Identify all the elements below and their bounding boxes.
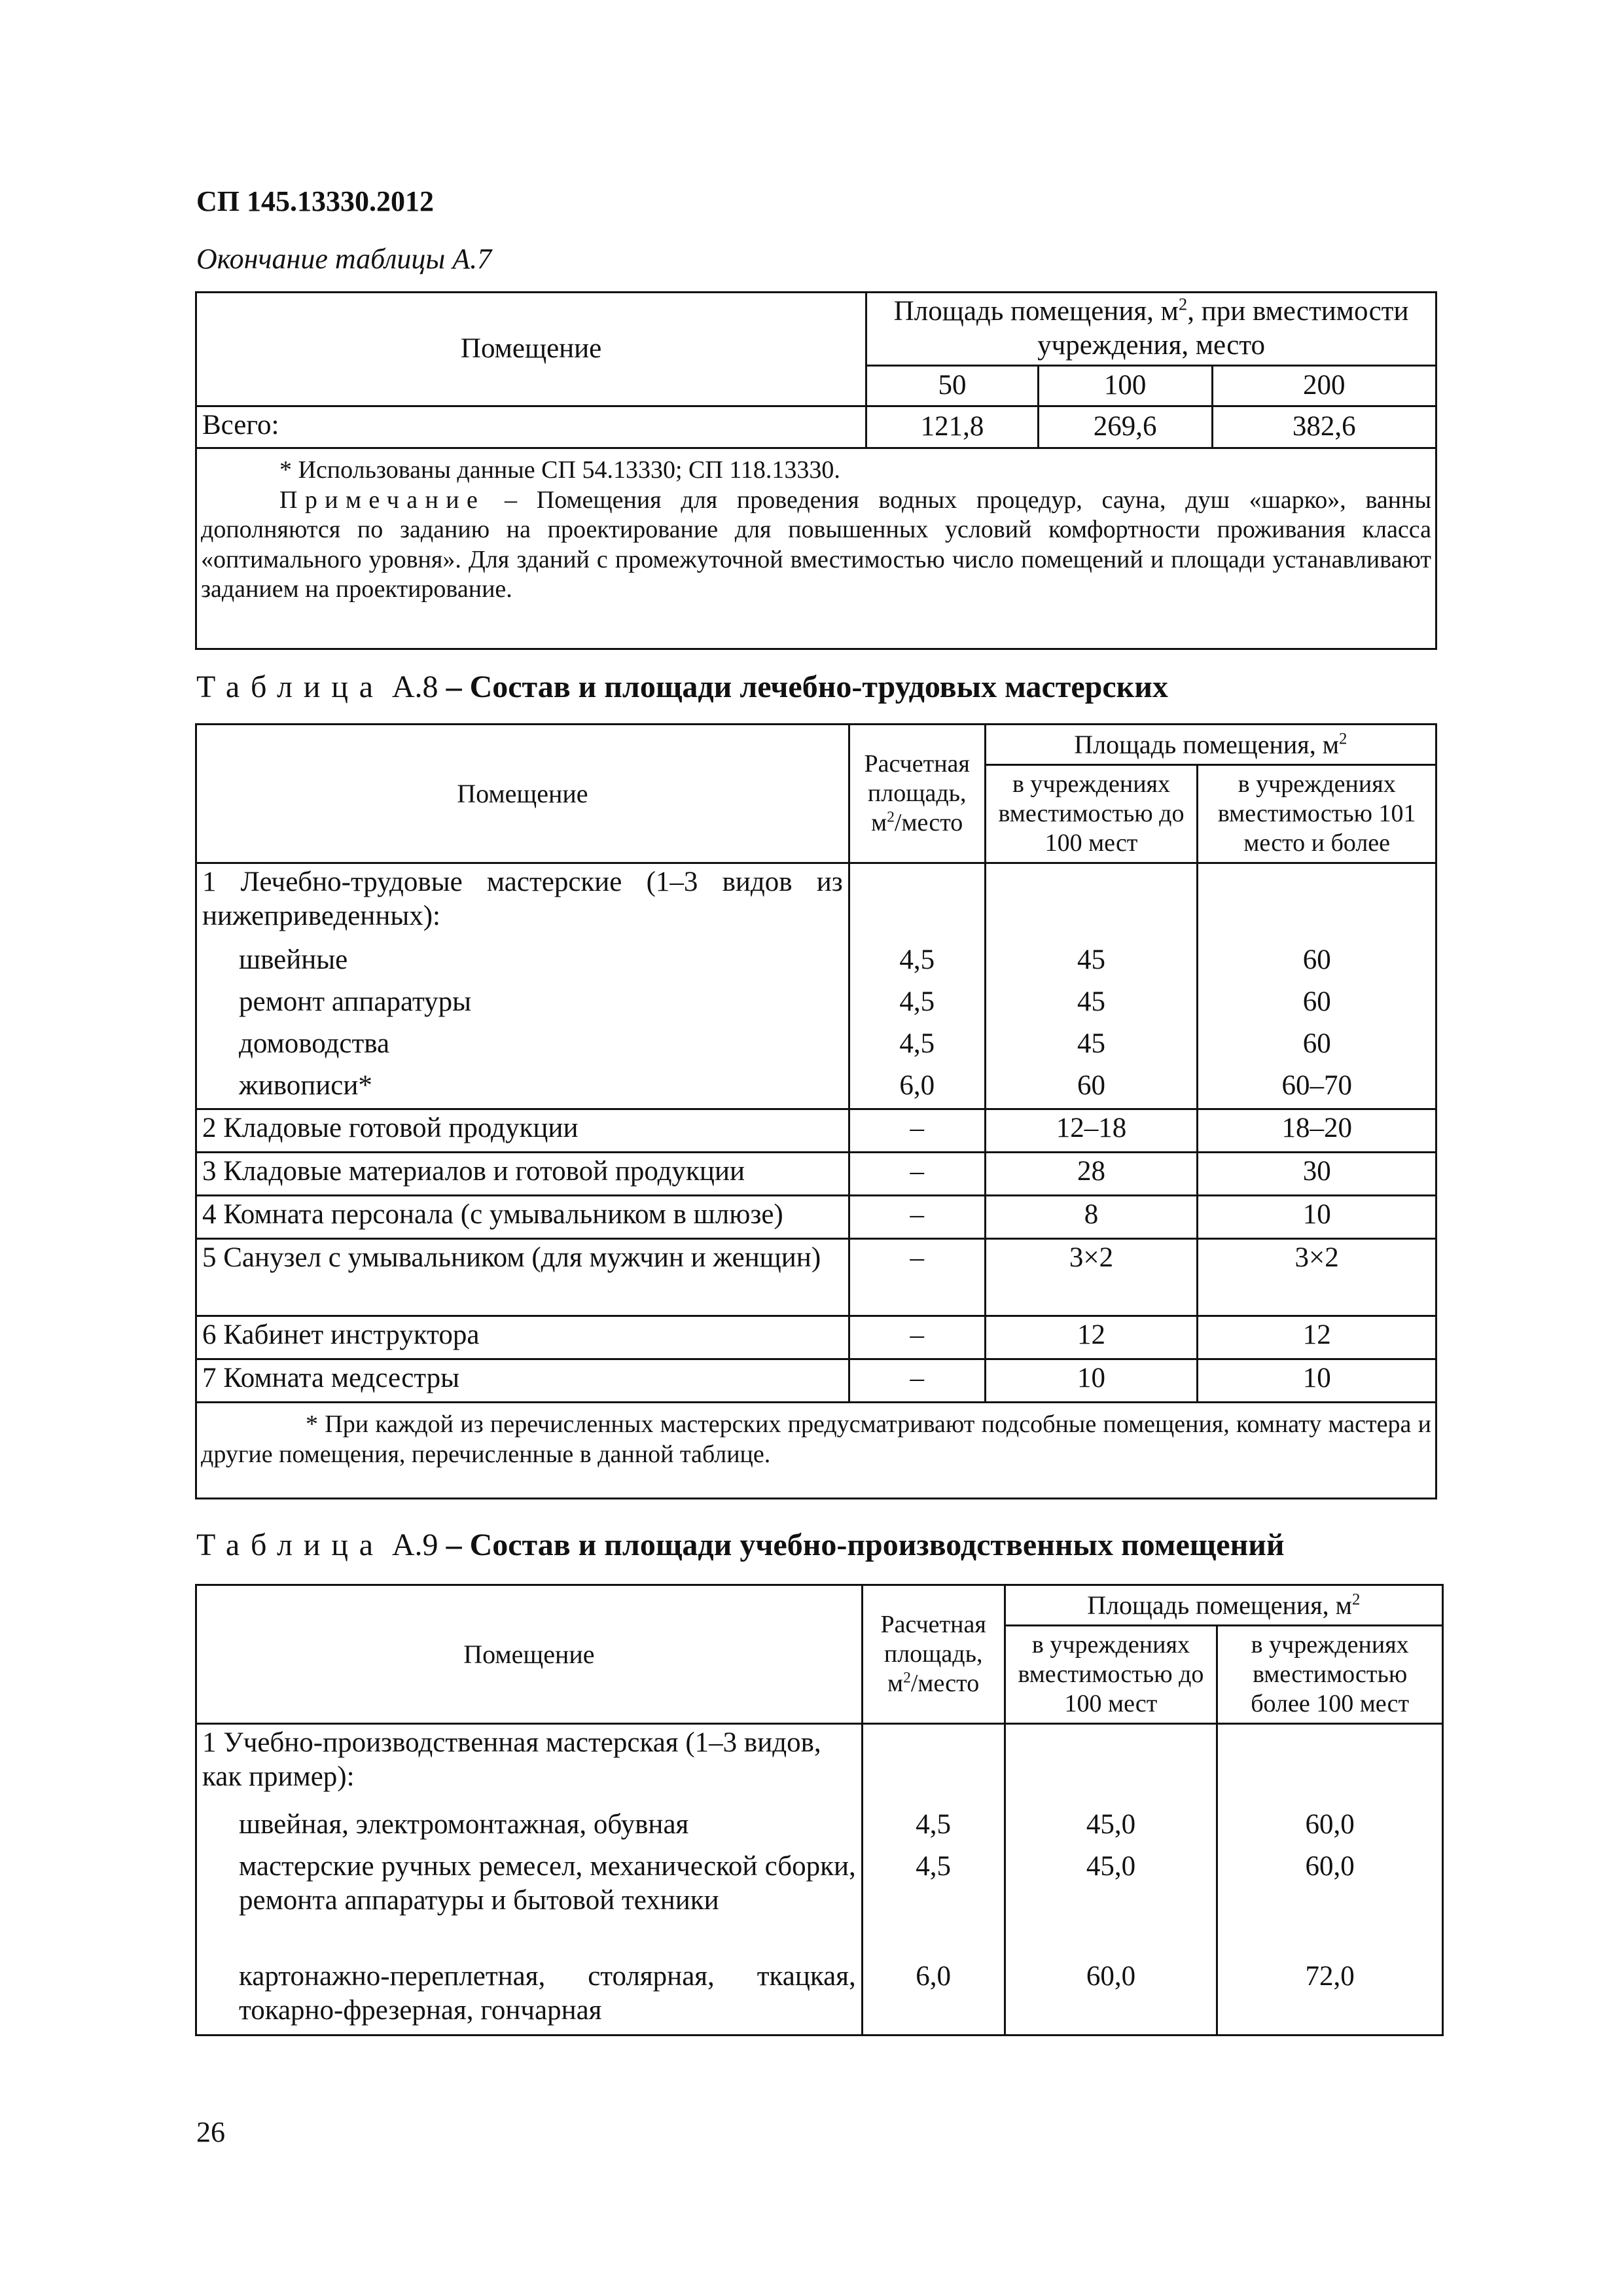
a7-footnote: * Использованы данные СП 54.13330; СП 118.13330. (279, 456, 840, 484)
a9-sub-large: 60,0 (1217, 1848, 1443, 1958)
a8-sub-small: 45 (985, 942, 1198, 984)
a8-row-name: 5 Санузел с умывальником (для мужчин и женщин) (196, 1239, 849, 1316)
a8-footnote (196, 1403, 1436, 1499)
a8-row-large: 18–20 (1198, 1109, 1436, 1153)
a8-row-large: 3×2 (1198, 1239, 1436, 1316)
a8-row-large: 12 (1198, 1316, 1436, 1359)
a9-sub-small: 45,0 (1005, 1848, 1217, 1958)
a8-row-small: 12–18 (985, 1109, 1198, 1153)
a8-row-rate: – (849, 1196, 985, 1239)
a7-header-room: Помещение (196, 293, 866, 406)
a8-row-rate: – (849, 1239, 985, 1316)
a8-row-rate: – (849, 1316, 985, 1359)
table-a9-title: Таблица А.9 – Состав и площади учебно-производственных помещений (196, 1528, 1285, 1562)
a8-row-large: 10 (1198, 1359, 1436, 1403)
a8-sub-row-name: ремонт аппаратуры (196, 984, 849, 1026)
a7-total-50: 121,8 (866, 406, 1039, 448)
a8-sub-rate: 6,0 (849, 1067, 985, 1109)
a8-header-room: Помещение (196, 725, 849, 863)
a8-sub-row-name: домоводства (196, 1026, 849, 1067)
a9-header-rate: Расчетная площадь, $м^2$/место (862, 1585, 1005, 1724)
a9-sub-row-name: швейная, электромонтажная, обувная (196, 1806, 863, 1848)
a7-cap-200: 200 (1212, 365, 1436, 406)
a8-header-area: Площадь помещения, $м^2$ (985, 725, 1436, 765)
a8-sub-large: 60 (1198, 1026, 1436, 1067)
a8-sub-large: 60 (1198, 942, 1436, 984)
a8-row-rate: – (849, 1109, 985, 1153)
a9-sub-large: 72,0 (1217, 1958, 1443, 2036)
a8-header-large: в учреждениях вместимостью 101 место и более (1198, 765, 1436, 863)
a8-row-small: 28 (985, 1153, 1198, 1196)
a7-notes (196, 448, 1436, 649)
a7-header-area: Площадь помещения, $м^2$, при вместимости учреждения, место (866, 293, 1436, 366)
a8-row-large: 10 (1198, 1196, 1436, 1239)
a9-sub-small: 45,0 (1005, 1806, 1217, 1848)
document-code: СП 145.13330.2012 (196, 185, 434, 217)
a9-sub-small: 60,0 (1005, 1958, 1217, 2036)
table-a8 (195, 723, 1437, 1499)
a8-sub-small: 45 (985, 984, 1198, 1026)
a8-row-large: 30 (1198, 1153, 1436, 1196)
a8-group-1: 1 Лечебно-трудовые мастерские (1–3 видов из нижеприведенных): (196, 863, 849, 942)
a8-sub-row-name: живописи* (196, 1067, 849, 1109)
page-number: 26 (196, 2116, 225, 2148)
a7-total-100: 269,6 (1038, 406, 1212, 448)
a8-header-small: в учреждениях вместимостью до 100 мест (985, 765, 1198, 863)
a8-row-small: 8 (985, 1196, 1198, 1239)
a9-header-room: Помещение (196, 1585, 863, 1724)
a8-row-rate: – (849, 1359, 985, 1403)
a8-sub-rate: 4,5 (849, 942, 985, 984)
table-a9 (195, 1584, 1444, 2036)
a7-cap-50: 50 (866, 365, 1039, 406)
a8-row-name: 3 Кладовые материалов и готовой продукции (196, 1153, 849, 1196)
table-continuation-label: Окончание таблицы А.7 (196, 243, 492, 275)
a9-header-small: в учреждениях вместимостью до 100 мест (1005, 1626, 1217, 1724)
a8-header-rate: Расчетная площадь, $м^2$/место (849, 725, 985, 863)
a9-sub-large: 60,0 (1217, 1806, 1443, 1848)
a7-total-label: Всего: (196, 406, 866, 448)
a8-footnote-text: * При каждой из перечисленных мастерских предусматривают подсобные помещения, комнату мастера и другие помещения, перечисленные в данной таблице. (201, 1410, 1431, 1468)
a8-sub-small: 45 (985, 1026, 1198, 1067)
a7-note (201, 486, 1431, 605)
a9-header-area: Площадь помещения, $м^2$ (1005, 1585, 1442, 1626)
a8-sub-large: 60 (1198, 984, 1436, 1026)
a8-row-small: 3×2 (985, 1239, 1198, 1316)
note-label: Примечание (279, 486, 486, 514)
a9-header-large: в учреждениях вместимостью более 100 мест (1217, 1626, 1443, 1724)
table-a7 (195, 291, 1437, 650)
a8-row-name: 6 Кабинет инструктора (196, 1316, 849, 1359)
a9-sub-rate: 4,5 (862, 1848, 1005, 1958)
table-a8-title: Таблица А.8 – Состав и площади лечебно-трудовых мастерских (196, 670, 1168, 704)
a8-sub-large: 60–70 (1198, 1067, 1436, 1109)
a8-row-name: 7 Комната медсестры (196, 1359, 849, 1403)
a9-sub-row-name: картонажно-переплетная, столярная, ткацкая, токарно-фрезерная, гончарная (196, 1958, 863, 2036)
a9-sub-rate: 4,5 (862, 1806, 1005, 1848)
a8-row-small: 10 (985, 1359, 1198, 1403)
a8-sub-small: 60 (985, 1067, 1198, 1109)
a9-sub-rate: 6,0 (862, 1958, 1005, 2036)
a8-sub-rate: 4,5 (849, 1026, 985, 1067)
a8-row-name: 4 Комната персонала (с умывальником в шлюзе) (196, 1196, 849, 1239)
a8-row-name: 2 Кладовые готовой продукции (196, 1109, 849, 1153)
a8-row-small: 12 (985, 1316, 1198, 1359)
a8-sub-row-name: швейные (196, 942, 849, 984)
a9-sub-row-name: мастерские ручных ремесел, механической сборки, ремонта аппаратуры и бытовой техники (196, 1848, 863, 1958)
a9-group-1: 1 Учебно-производственная мастерская (1–3 видов, как пример): (196, 1724, 863, 1806)
a7-total-200: 382,6 (1212, 406, 1436, 448)
a7-cap-100: 100 (1038, 365, 1212, 406)
a8-sub-rate: 4,5 (849, 984, 985, 1026)
note-text: – Помещения для проведения водных процедур, сауна, душ «шарко», ванны дополняются по заданию на проектирование для повышенных условий комфортности проживания класса «оптимального уровня». Для зданий с промежуточной вместимостью число помещений и площади устанавливают заданием на проектирование. (201, 486, 1432, 603)
a8-row-rate: – (849, 1153, 985, 1196)
